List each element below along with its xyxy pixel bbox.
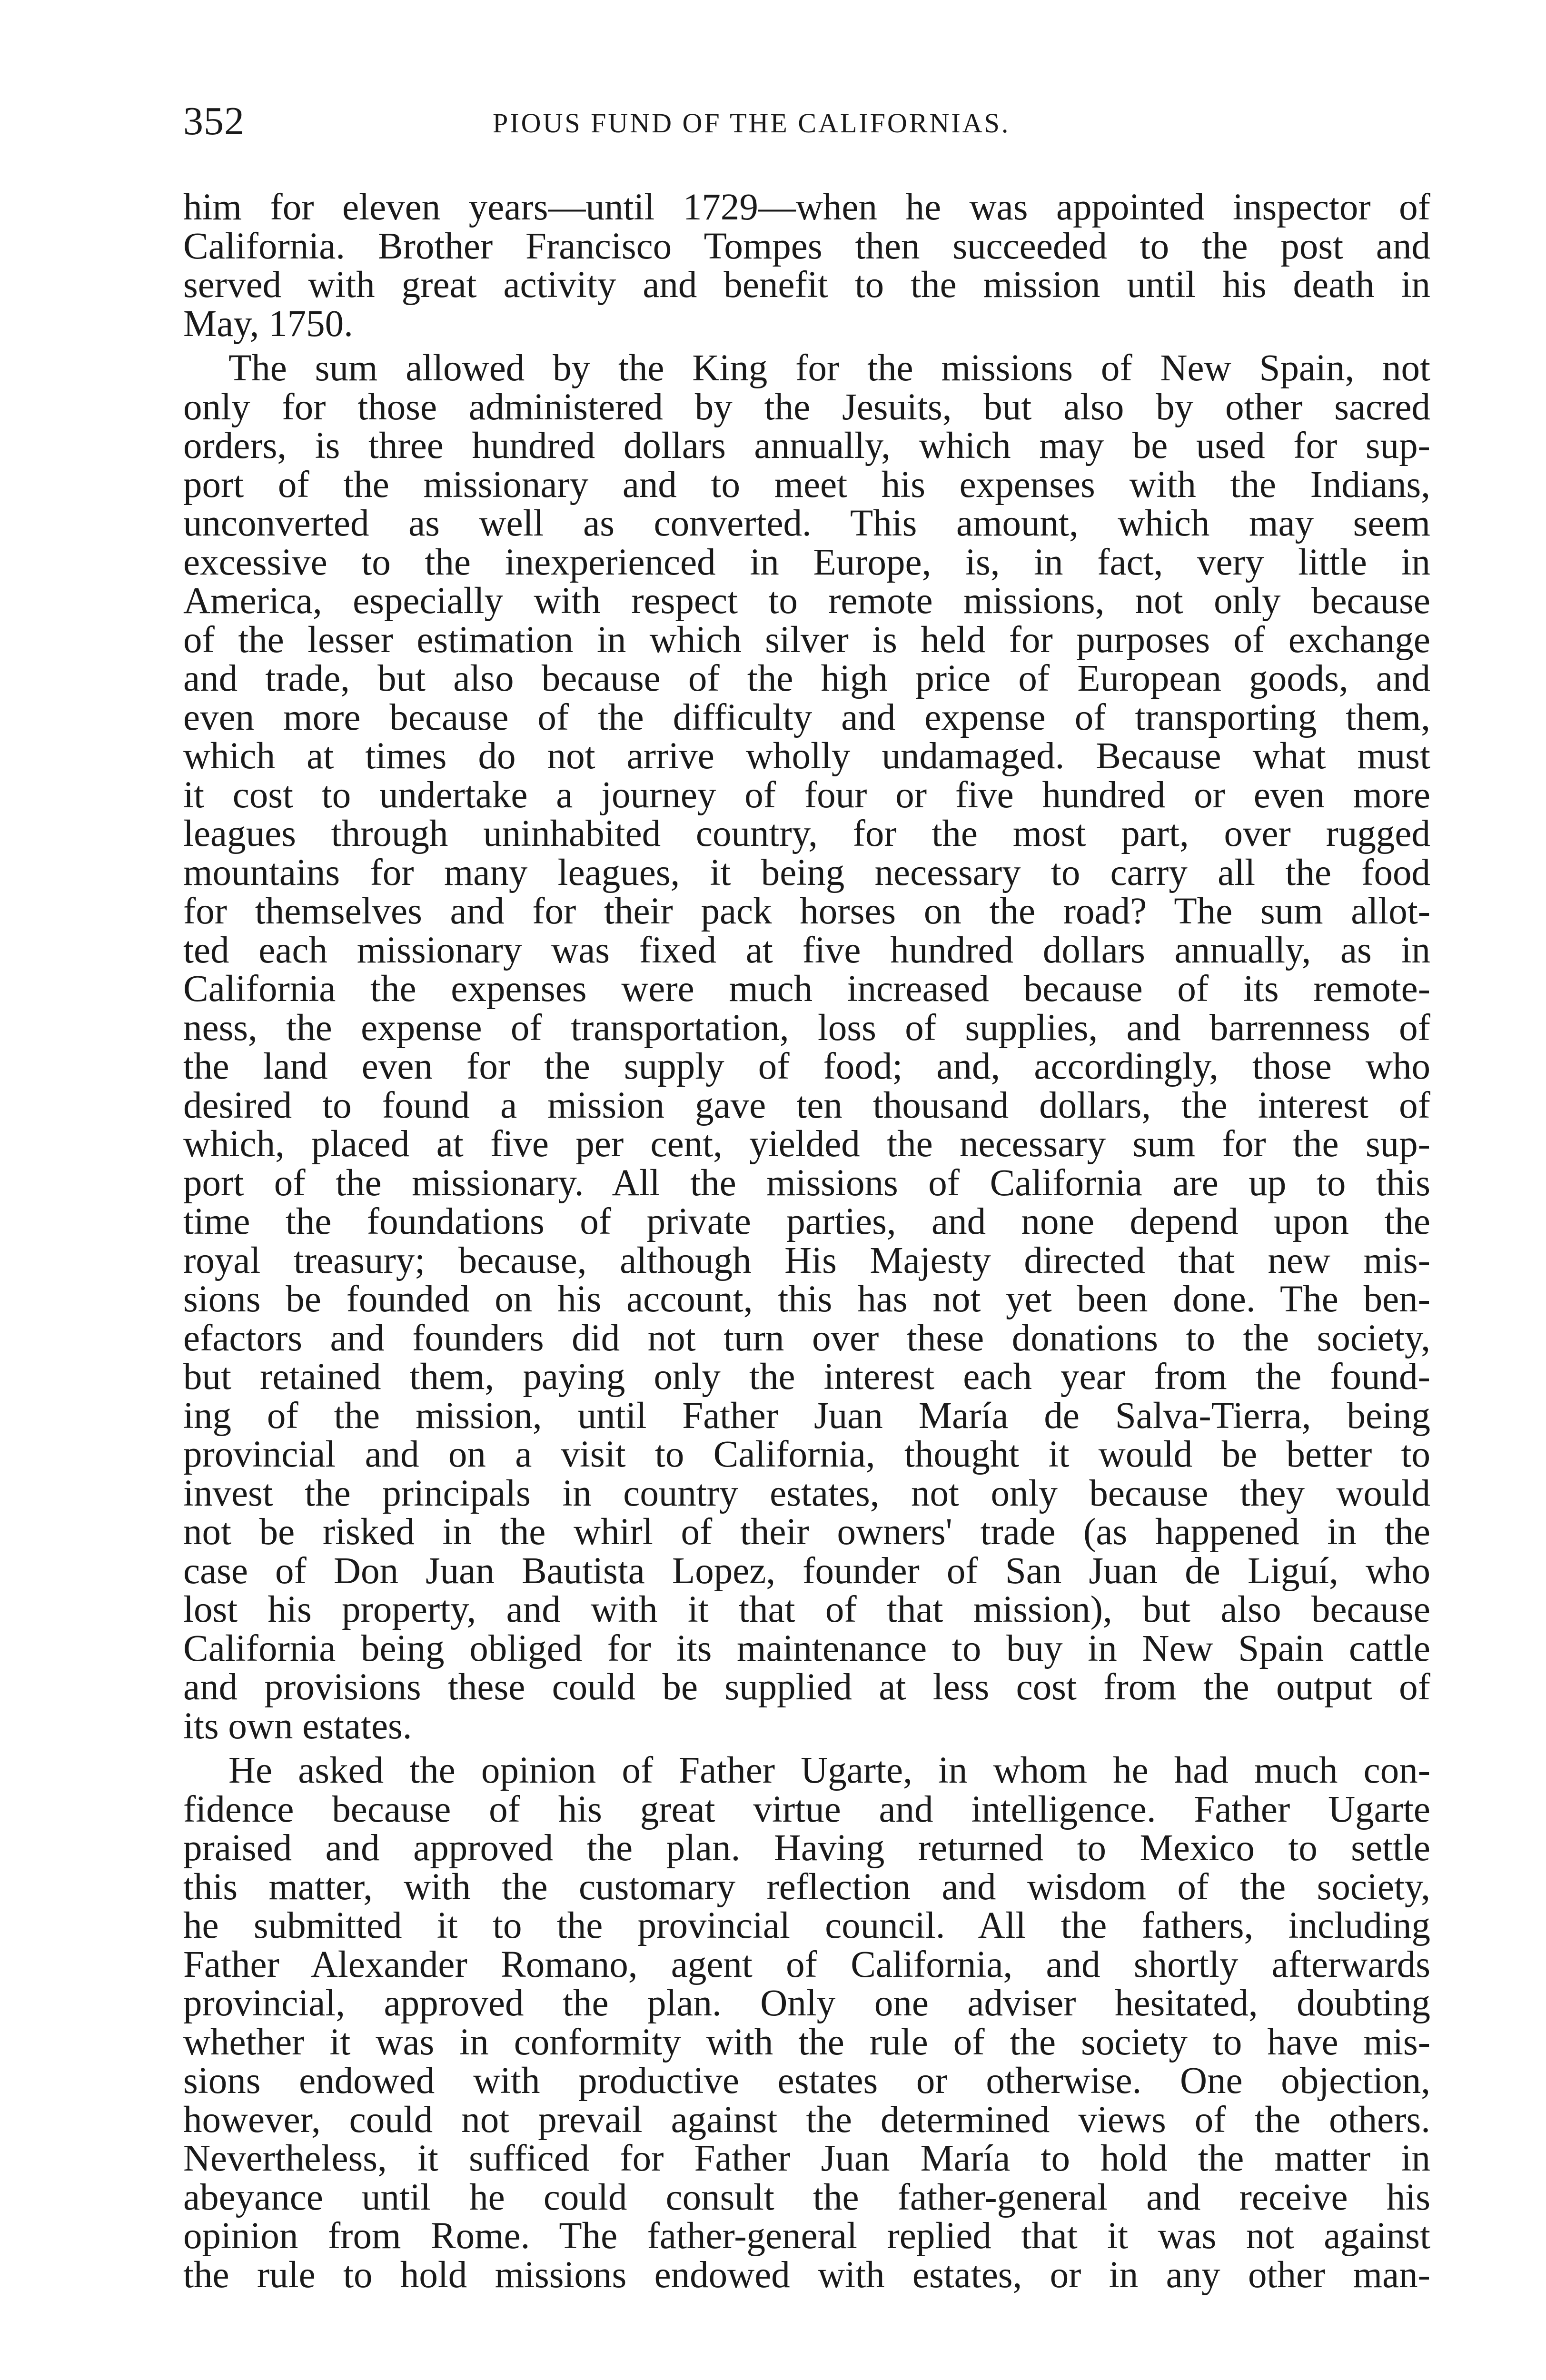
text-line: only for those administered by the Jesuits, but also by other sacred: [183, 386, 1430, 428]
text-line: ing of the mission, until Father Juan María de Salva-Tierra, being: [183, 1395, 1430, 1437]
text-line: provincial, approved the plan. Only one adviser hesitated, doubting: [183, 1983, 1430, 2024]
text-line: the rule to hold missions endowed with estates, or in any other man-: [183, 2254, 1430, 2296]
text-line: whether it was in conformity with the rule of the society to have mis-: [183, 2021, 1430, 2063]
text-line: ted each missionary was fixed at five hundred dollars annually, as in: [183, 929, 1430, 971]
text-line: lost his property, and with it that of that mission), but also because: [183, 1589, 1430, 1630]
text-line: excessive to the inexperienced in Europe, is, in fact, very little in: [183, 541, 1430, 583]
text-line: port of the missionary. All the missions of California are up to this: [183, 1162, 1430, 1204]
text-line: invest the principals in country estates, not only because they would: [183, 1472, 1430, 1514]
text-line: efactors and founders did not turn over these donations to the society,: [183, 1317, 1430, 1359]
page-number: 352: [183, 99, 245, 143]
text-line: even more because of the difficulty and expense of transporting them,: [183, 696, 1430, 738]
text-line: but retained them, paying only the interest each year from the found-: [183, 1356, 1430, 1398]
text-line: it cost to undertake a journey of four or five hundred or even more: [183, 774, 1430, 816]
text-line: The sum allowed by the King for the missions of New Spain, not: [228, 347, 1430, 389]
text-line: leagues through uninhabited country, for the most part, over rugged: [183, 813, 1430, 854]
text-line: for themselves and for their pack horses on the road? The sum allot-: [183, 891, 1430, 932]
text-line: sions endowed with productive estates or otherwise. One objection,: [183, 2060, 1430, 2102]
text-line: desired to found a mission gave ten thousand dollars, the interest of: [183, 1084, 1430, 1126]
text-line: praised and approved the plan. Having returned to Mexico to settle: [183, 1827, 1430, 1869]
text-line: California the expenses were much increased because of its remote-: [183, 968, 1430, 1010]
text-line: he submitted it to the provincial council. All the fathers, including: [183, 1905, 1430, 1946]
text-line: opinion from Rome. The father-general replied that it was not against: [183, 2215, 1430, 2257]
text-line: California. Brother Francisco Tompes then succeeded to the post and: [183, 225, 1430, 267]
text-line: and provisions these could be supplied at less cost from the output of: [183, 1666, 1430, 1708]
text-line: of the lesser estimation in which silver is held for purposes of exchange: [183, 619, 1430, 661]
text-line: Father Alexander Romano, agent of California, and shortly afterwards: [183, 1944, 1430, 1985]
text-line: the land even for the supply of food; and, accordingly, those who: [183, 1046, 1430, 1087]
paragraph: [183, 1751, 1430, 2294]
text-line: case of Don Juan Bautista Lopez, founder of San Juan de Liguí, who: [183, 1550, 1430, 1592]
text-line: served with great activity and benefit to the mission until his death in: [183, 264, 1430, 306]
text-line: time the foundations of private parties, and none depend upon the: [183, 1201, 1430, 1242]
text-line: orders, is three hundred dollars annually, which may be used for sup-: [183, 425, 1430, 466]
text-line: royal treasury; because, although His Majesty directed that new mis-: [183, 1240, 1430, 1281]
text-line: abeyance until he could consult the father-general and receive his: [183, 2176, 1430, 2218]
text-line: its own estates.: [183, 1705, 412, 1747]
text-line: California being obliged for its maintenance to buy in New Spain cattle: [183, 1627, 1430, 1669]
paragraph: [183, 349, 1430, 1745]
text-line: sions be founded on his account, this has not yet been done. The ben-: [183, 1279, 1430, 1320]
running-title: PIOUS FUND OF THE CALIFORNIAS.: [493, 108, 1011, 139]
running-head: [183, 98, 1430, 150]
text-line: Nevertheless, it sufficed for Father Juan María to hold the matter in: [183, 2138, 1430, 2179]
body-text: [183, 188, 1430, 2294]
text-line: America, especially with respect to remote missions, not only because: [183, 580, 1430, 622]
text-line: which, placed at five per cent, yielded the necessary sum for the sup-: [183, 1123, 1430, 1165]
text-line: May, 1750.: [183, 303, 353, 345]
text-line: this matter, with the customary reflection and wisdom of the society,: [183, 1866, 1430, 1908]
text-line: mountains for many leagues, it being necessary to carry all the food: [183, 852, 1430, 893]
text-line: ness, the expense of transportation, loss of supplies, and barrenness of: [183, 1007, 1430, 1049]
text-line: however, could not prevail against the determined views of the others.: [183, 2099, 1430, 2141]
text-line: port of the missionary and to meet his expenses with the Indians,: [183, 464, 1430, 506]
text-line: him for eleven years—until 1729—when he was appointed inspector of: [183, 187, 1430, 228]
text-line: He asked the opinion of Father Ugarte, in whom he had much con-: [228, 1750, 1430, 1791]
text-line: and trade, but also because of the high price of European goods, and: [183, 658, 1430, 699]
text-line: fidence because of his great virtue and intelligence. Father Ugarte: [183, 1788, 1430, 1830]
text-line: unconverted as well as converted. This amount, which may seem: [183, 503, 1430, 544]
paragraph: [183, 188, 1430, 343]
text-line: not be risked in the whirl of their owners' trade (as happened in the: [183, 1511, 1430, 1553]
text-line: which at times do not arrive wholly undamaged. Because what must: [183, 735, 1430, 777]
text-line: provincial and on a visit to California, thought it would be better to: [183, 1434, 1430, 1475]
